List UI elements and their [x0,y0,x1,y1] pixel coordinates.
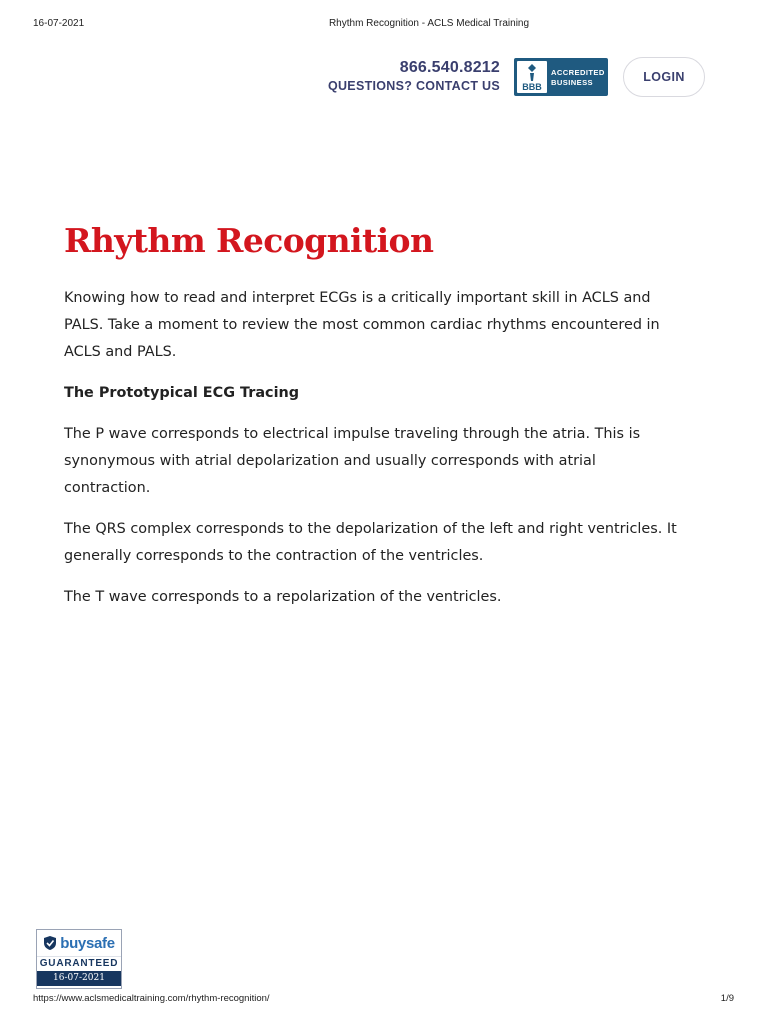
bbb-abbr: BBB [522,82,542,92]
bbb-seal [517,61,547,93]
bbb-line2: BUSINESS [551,77,594,87]
buysafe-badge[interactable] [36,929,122,989]
article-content [64,285,684,625]
bbb-line1: ACCREDITED [551,68,605,77]
intro-paragraph: Knowing how to read and interpret ECGs is a critically important skill in ACLS and PALS. Take a moment to review the most common cardiac rhythms encountered in ACLS and PALS. [64,290,660,360]
print-page-number: 1/9 [720,993,734,1004]
bbb-torch-icon [523,63,541,82]
paragraph-p-wave: The P wave corresponds to electrical impulse traveling through the atria. This is synonymous with atrial depolarization and usually corresponds with atrial contraction. [64,426,641,496]
contact-us-link[interactable]: QUESTIONS? CONTACT US [327,79,500,93]
print-header [0,18,768,32]
buysafe-name: buysafe [60,934,115,952]
page-title: Rhythm Recognition [64,221,434,260]
print-title: Rhythm Recognition - ACLS Medical Training [328,18,530,29]
bbb-accredited-badge[interactable] [514,58,608,96]
print-date: 16-07-2021 [33,18,85,29]
section-subheading: The Prototypical ECG Tracing [64,385,300,401]
login-button[interactable]: LOGIN [623,57,705,97]
paragraph-t-wave: The T wave corresponds to a repolarization of the ventricles. [64,589,502,605]
buysafe-logo [37,930,121,956]
print-footer [0,993,768,1007]
buysafe-guaranteed: GUARANTEED [37,956,121,971]
bbb-text [551,68,605,87]
print-url: https://www.aclsmedicaltraining.com/rhythm-recognition/ [33,993,270,1004]
contact-block [328,58,500,94]
buysafe-date: 16-07-2021 [37,971,121,986]
paragraph-qrs-complex: The QRS complex corresponds to the depolarization of the left and right ventricles. It generally corresponds to the contraction of the ventricles. [64,521,677,564]
phone-number-link[interactable]: 866.540.8212 [399,59,500,76]
shield-icon [43,935,57,951]
